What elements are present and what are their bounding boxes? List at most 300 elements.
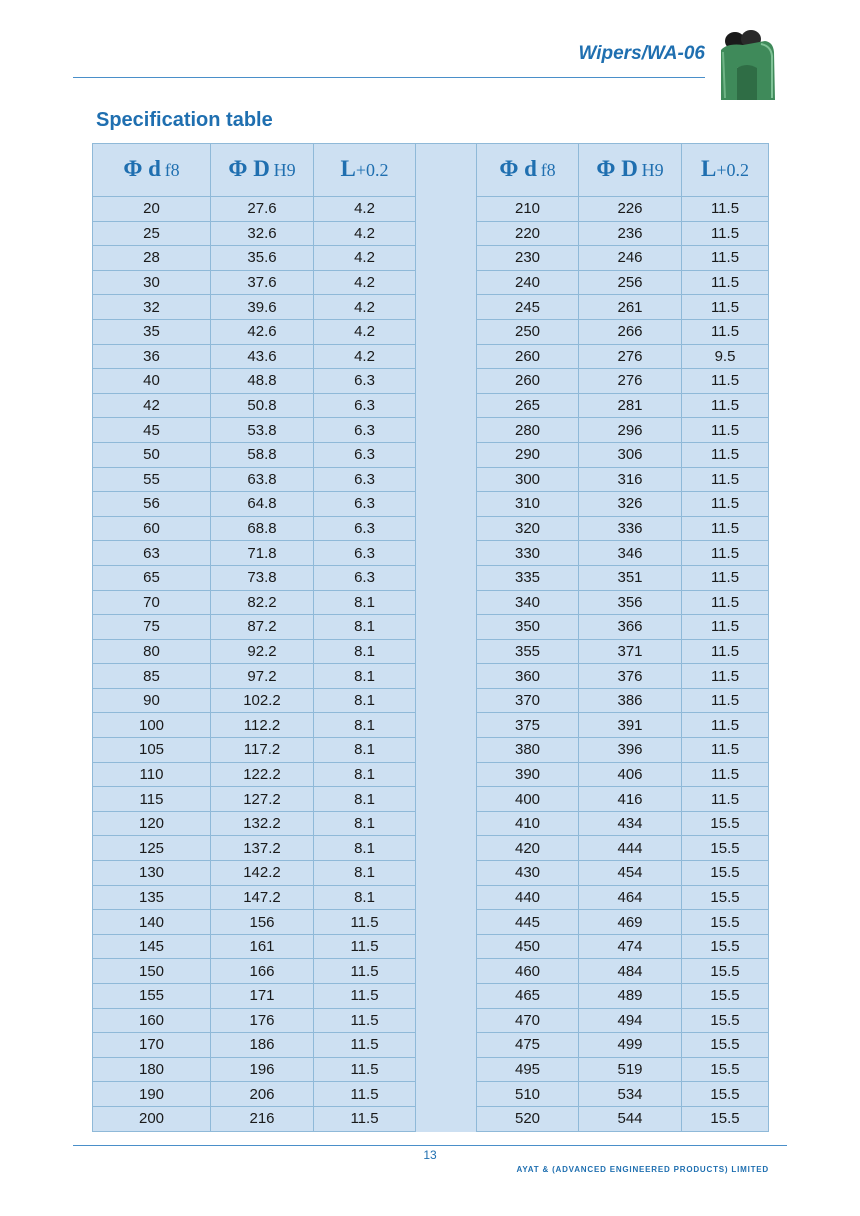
table-cell: 135 bbox=[93, 885, 211, 910]
column-gap bbox=[416, 344, 477, 369]
column-gap bbox=[416, 270, 477, 295]
table-cell: 256 bbox=[579, 270, 682, 295]
column-tolerance: +0.2 bbox=[716, 159, 749, 180]
table-cell: 360 bbox=[477, 664, 579, 689]
table-cell: 85 bbox=[93, 664, 211, 689]
table-row bbox=[93, 590, 769, 615]
table-cell: 42 bbox=[93, 393, 211, 418]
table-cell: 445 bbox=[477, 910, 579, 935]
table-cell: 11.5 bbox=[682, 442, 769, 467]
table-cell: 474 bbox=[579, 934, 682, 959]
table-cell: 11.5 bbox=[682, 418, 769, 443]
table-cell: 4.2 bbox=[314, 344, 416, 369]
table-cell: 11.5 bbox=[682, 713, 769, 738]
column-gap bbox=[416, 885, 477, 910]
table-cell: 6.3 bbox=[314, 369, 416, 394]
table-cell: 326 bbox=[579, 492, 682, 517]
table-cell: 8.1 bbox=[314, 861, 416, 886]
column-gap bbox=[416, 1057, 477, 1082]
table-cell: 380 bbox=[477, 738, 579, 763]
table-cell: 336 bbox=[579, 516, 682, 541]
table-cell: 11.5 bbox=[682, 369, 769, 394]
table-cell: 180 bbox=[93, 1057, 211, 1082]
table-cell: 15.5 bbox=[682, 934, 769, 959]
column-gap bbox=[416, 442, 477, 467]
table-cell: 440 bbox=[477, 885, 579, 910]
table-cell: 176 bbox=[211, 1008, 314, 1033]
table-row bbox=[93, 197, 769, 222]
column-gap bbox=[416, 713, 477, 738]
table-cell: 6.3 bbox=[314, 418, 416, 443]
table-cell: 356 bbox=[579, 590, 682, 615]
table-cell: 11.5 bbox=[314, 910, 416, 935]
table-cell: 161 bbox=[211, 934, 314, 959]
table-cell: 11.5 bbox=[314, 1106, 416, 1131]
table-cell: 11.5 bbox=[682, 787, 769, 812]
table-cell: 32 bbox=[93, 295, 211, 320]
table-cell: 80 bbox=[93, 639, 211, 664]
table-cell: 489 bbox=[579, 984, 682, 1009]
column-gap bbox=[416, 1008, 477, 1033]
table-cell: 15.5 bbox=[682, 885, 769, 910]
table-cell: 68.8 bbox=[211, 516, 314, 541]
table-cell: 520 bbox=[477, 1106, 579, 1131]
table-row bbox=[93, 787, 769, 812]
table-cell: 391 bbox=[579, 713, 682, 738]
table-cell: 8.1 bbox=[314, 713, 416, 738]
table-cell: 196 bbox=[211, 1057, 314, 1082]
table-row bbox=[93, 295, 769, 320]
table-cell: 495 bbox=[477, 1057, 579, 1082]
table-cell: 15.5 bbox=[682, 1082, 769, 1107]
table-row bbox=[93, 369, 769, 394]
specification-table bbox=[92, 143, 769, 1132]
table-cell: 9.5 bbox=[682, 344, 769, 369]
table-cell: 25 bbox=[93, 221, 211, 246]
table-cell: 75 bbox=[93, 615, 211, 640]
table-cell: 200 bbox=[93, 1106, 211, 1131]
table-cell: 250 bbox=[477, 319, 579, 344]
table-row bbox=[93, 738, 769, 763]
table-cell: 316 bbox=[579, 467, 682, 492]
table-cell: 220 bbox=[477, 221, 579, 246]
table-cell: 460 bbox=[477, 959, 579, 984]
table-cell: 102.2 bbox=[211, 688, 314, 713]
table-cell: 15.5 bbox=[682, 811, 769, 836]
column-gap bbox=[416, 934, 477, 959]
table-cell: 27.6 bbox=[211, 197, 314, 222]
table-cell: 210 bbox=[477, 197, 579, 222]
column-gap bbox=[416, 738, 477, 763]
table-cell: 6.3 bbox=[314, 442, 416, 467]
table-cell: 265 bbox=[477, 393, 579, 418]
table-row bbox=[93, 861, 769, 886]
table-cell: 97.2 bbox=[211, 664, 314, 689]
table-cell: 6.3 bbox=[314, 565, 416, 590]
column-symbol: Φ d bbox=[123, 155, 161, 181]
column-gap bbox=[416, 144, 477, 197]
table-cell: 260 bbox=[477, 344, 579, 369]
table-row bbox=[93, 344, 769, 369]
table-row bbox=[93, 664, 769, 689]
table-cell: 11.5 bbox=[682, 639, 769, 664]
table-cell: 276 bbox=[579, 369, 682, 394]
column-gap bbox=[416, 541, 477, 566]
column-gap bbox=[416, 516, 477, 541]
column-gap bbox=[416, 393, 477, 418]
table-cell: 171 bbox=[211, 984, 314, 1009]
table-cell: 11.5 bbox=[314, 1033, 416, 1058]
table-cell: 261 bbox=[579, 295, 682, 320]
column-header bbox=[682, 144, 769, 197]
table-cell: 11.5 bbox=[314, 934, 416, 959]
table-cell: 260 bbox=[477, 369, 579, 394]
table-cell: 15.5 bbox=[682, 1106, 769, 1131]
table-cell: 4.2 bbox=[314, 270, 416, 295]
table-row bbox=[93, 467, 769, 492]
table-cell: 11.5 bbox=[314, 959, 416, 984]
table-cell: 35 bbox=[93, 319, 211, 344]
table-cell: 444 bbox=[579, 836, 682, 861]
table-cell: 6.3 bbox=[314, 393, 416, 418]
table-cell: 37.6 bbox=[211, 270, 314, 295]
table-cell: 11.5 bbox=[682, 565, 769, 590]
table-row bbox=[93, 319, 769, 344]
table-cell: 420 bbox=[477, 836, 579, 861]
table-cell: 464 bbox=[579, 885, 682, 910]
table-cell: 11.5 bbox=[682, 688, 769, 713]
page-number: 13 bbox=[423, 1148, 437, 1162]
table-cell: 120 bbox=[93, 811, 211, 836]
table-cell: 470 bbox=[477, 1008, 579, 1033]
company-name: AYAT & (ADVANCED ENGINEERED PRODUCTS) LIMITED bbox=[516, 1165, 769, 1174]
table-cell: 55 bbox=[93, 467, 211, 492]
table-cell: 71.8 bbox=[211, 541, 314, 566]
table-row bbox=[93, 516, 769, 541]
table-cell: 296 bbox=[579, 418, 682, 443]
table-cell: 92.2 bbox=[211, 639, 314, 664]
table-cell: 8.1 bbox=[314, 639, 416, 664]
table-cell: 156 bbox=[211, 910, 314, 935]
table-cell: 60 bbox=[93, 516, 211, 541]
column-symbol: L bbox=[340, 155, 356, 181]
table-cell: 63 bbox=[93, 541, 211, 566]
table-cell: 127.2 bbox=[211, 787, 314, 812]
table-cell: 6.3 bbox=[314, 541, 416, 566]
table-cell: 100 bbox=[93, 713, 211, 738]
table-cell: 450 bbox=[477, 934, 579, 959]
table-cell: 11.5 bbox=[682, 516, 769, 541]
column-header bbox=[93, 144, 211, 197]
table-cell: 11.5 bbox=[682, 197, 769, 222]
table-cell: 132.2 bbox=[211, 811, 314, 836]
table-cell: 8.1 bbox=[314, 762, 416, 787]
table-cell: 11.5 bbox=[682, 221, 769, 246]
table-cell: 406 bbox=[579, 762, 682, 787]
table-cell: 11.5 bbox=[682, 738, 769, 763]
column-header bbox=[314, 144, 416, 197]
table-cell: 4.2 bbox=[314, 246, 416, 271]
table-cell: 475 bbox=[477, 1033, 579, 1058]
column-gap bbox=[416, 246, 477, 271]
column-gap bbox=[416, 467, 477, 492]
table-cell: 186 bbox=[211, 1033, 314, 1058]
table-cell: 216 bbox=[211, 1106, 314, 1131]
table-cell: 15.5 bbox=[682, 984, 769, 1009]
column-gap bbox=[416, 221, 477, 246]
column-gap bbox=[416, 861, 477, 886]
column-gap bbox=[416, 1082, 477, 1107]
table-cell: 11.5 bbox=[682, 664, 769, 689]
table-cell: 137.2 bbox=[211, 836, 314, 861]
table-cell: 30 bbox=[93, 270, 211, 295]
table-cell: 8.1 bbox=[314, 836, 416, 861]
table-cell: 11.5 bbox=[682, 270, 769, 295]
table-cell: 110 bbox=[93, 762, 211, 787]
table-cell: 73.8 bbox=[211, 565, 314, 590]
table-cell: 28 bbox=[93, 246, 211, 271]
table-cell: 11.5 bbox=[682, 762, 769, 787]
column-gap bbox=[416, 369, 477, 394]
table-cell: 240 bbox=[477, 270, 579, 295]
table-cell: 245 bbox=[477, 295, 579, 320]
table-cell: 469 bbox=[579, 910, 682, 935]
table-row bbox=[93, 713, 769, 738]
table-cell: 87.2 bbox=[211, 615, 314, 640]
table-cell: 351 bbox=[579, 565, 682, 590]
table-row bbox=[93, 1008, 769, 1033]
table-row bbox=[93, 246, 769, 271]
table-cell: 226 bbox=[579, 197, 682, 222]
table-row bbox=[93, 762, 769, 787]
table-cell: 355 bbox=[477, 639, 579, 664]
table-cell: 281 bbox=[579, 393, 682, 418]
column-symbol: L bbox=[701, 155, 717, 181]
table-cell: 290 bbox=[477, 442, 579, 467]
column-symbol: Φ D bbox=[228, 155, 270, 181]
table-cell: 58.8 bbox=[211, 442, 314, 467]
table-cell: 534 bbox=[579, 1082, 682, 1107]
table-cell: 53.8 bbox=[211, 418, 314, 443]
table-cell: 11.5 bbox=[682, 393, 769, 418]
table-cell: 160 bbox=[93, 1008, 211, 1033]
column-header bbox=[477, 144, 579, 197]
column-gap bbox=[416, 688, 477, 713]
table-cell: 4.2 bbox=[314, 319, 416, 344]
column-gap bbox=[416, 762, 477, 787]
table-row bbox=[93, 541, 769, 566]
table-cell: 346 bbox=[579, 541, 682, 566]
table-cell: 4.2 bbox=[314, 295, 416, 320]
table-cell: 190 bbox=[93, 1082, 211, 1107]
table-cell: 64.8 bbox=[211, 492, 314, 517]
table-cell: 494 bbox=[579, 1008, 682, 1033]
column-header bbox=[579, 144, 682, 197]
table-cell: 82.2 bbox=[211, 590, 314, 615]
table-cell: 4.2 bbox=[314, 221, 416, 246]
table-cell: 6.3 bbox=[314, 516, 416, 541]
header-title: Wipers/WA-06 bbox=[578, 43, 705, 64]
table-cell: 11.5 bbox=[682, 492, 769, 517]
table-cell: 11.5 bbox=[682, 541, 769, 566]
table-cell: 8.1 bbox=[314, 688, 416, 713]
table-cell: 15.5 bbox=[682, 1008, 769, 1033]
table-row bbox=[93, 270, 769, 295]
table-cell: 11.5 bbox=[314, 1057, 416, 1082]
table-cell: 20 bbox=[93, 197, 211, 222]
table-cell: 335 bbox=[477, 565, 579, 590]
column-gap bbox=[416, 197, 477, 222]
table-cell: 236 bbox=[579, 221, 682, 246]
table-cell: 330 bbox=[477, 541, 579, 566]
table-cell: 42.6 bbox=[211, 319, 314, 344]
table-cell: 36 bbox=[93, 344, 211, 369]
column-symbol: Φ D bbox=[596, 155, 638, 181]
column-tolerance: H9 bbox=[273, 159, 296, 180]
table-cell: 366 bbox=[579, 615, 682, 640]
table-row bbox=[93, 639, 769, 664]
footer-divider bbox=[73, 1145, 787, 1146]
table-cell: 434 bbox=[579, 811, 682, 836]
table-cell: 8.1 bbox=[314, 615, 416, 640]
table-cell: 145 bbox=[93, 934, 211, 959]
table-cell: 370 bbox=[477, 688, 579, 713]
table-row bbox=[93, 1106, 769, 1131]
table-cell: 8.1 bbox=[314, 590, 416, 615]
table-cell: 56 bbox=[93, 492, 211, 517]
table-cell: 454 bbox=[579, 861, 682, 886]
column-gap bbox=[416, 787, 477, 812]
table-cell: 510 bbox=[477, 1082, 579, 1107]
table-row bbox=[93, 1082, 769, 1107]
table-cell: 430 bbox=[477, 861, 579, 886]
table-cell: 170 bbox=[93, 1033, 211, 1058]
table-cell: 166 bbox=[211, 959, 314, 984]
column-gap bbox=[416, 811, 477, 836]
column-gap bbox=[416, 1106, 477, 1131]
table-cell: 117.2 bbox=[211, 738, 314, 763]
table-cell: 416 bbox=[579, 787, 682, 812]
table-cell: 122.2 bbox=[211, 762, 314, 787]
column-gap bbox=[416, 836, 477, 861]
table-cell: 11.5 bbox=[314, 1008, 416, 1033]
column-tolerance: +0.2 bbox=[355, 159, 389, 180]
table-cell: 40 bbox=[93, 369, 211, 394]
table-cell: 142.2 bbox=[211, 861, 314, 886]
column-gap bbox=[416, 1033, 477, 1058]
table-cell: 150 bbox=[93, 959, 211, 984]
table-cell: 4.2 bbox=[314, 197, 416, 222]
table-cell: 11.5 bbox=[682, 615, 769, 640]
column-gap bbox=[416, 984, 477, 1009]
table-cell: 15.5 bbox=[682, 836, 769, 861]
table-cell: 15.5 bbox=[682, 910, 769, 935]
table-cell: 11.5 bbox=[682, 246, 769, 271]
table-cell: 400 bbox=[477, 787, 579, 812]
column-gap bbox=[416, 418, 477, 443]
table-cell: 140 bbox=[93, 910, 211, 935]
table-row bbox=[93, 615, 769, 640]
table-cell: 544 bbox=[579, 1106, 682, 1131]
table-cell: 11.5 bbox=[314, 1082, 416, 1107]
table-cell: 8.1 bbox=[314, 811, 416, 836]
column-gap bbox=[416, 295, 477, 320]
table-row bbox=[93, 885, 769, 910]
table-cell: 8.1 bbox=[314, 885, 416, 910]
table-row bbox=[93, 1057, 769, 1082]
table-cell: 410 bbox=[477, 811, 579, 836]
column-tolerance: f8 bbox=[540, 159, 556, 180]
table-cell: 11.5 bbox=[682, 319, 769, 344]
table-cell: 266 bbox=[579, 319, 682, 344]
column-gap bbox=[416, 664, 477, 689]
table-cell: 105 bbox=[93, 738, 211, 763]
table-cell: 499 bbox=[579, 1033, 682, 1058]
table-cell: 280 bbox=[477, 418, 579, 443]
table-row bbox=[93, 418, 769, 443]
table-row bbox=[93, 442, 769, 467]
table-cell: 320 bbox=[477, 516, 579, 541]
table-cell: 8.1 bbox=[314, 738, 416, 763]
column-gap bbox=[416, 639, 477, 664]
table-cell: 11.5 bbox=[682, 590, 769, 615]
table-cell: 35.6 bbox=[211, 246, 314, 271]
table-cell: 15.5 bbox=[682, 861, 769, 886]
table-cell: 70 bbox=[93, 590, 211, 615]
column-gap bbox=[416, 565, 477, 590]
header-divider bbox=[73, 77, 705, 78]
table-cell: 65 bbox=[93, 565, 211, 590]
table-cell: 6.3 bbox=[314, 492, 416, 517]
column-header bbox=[211, 144, 314, 197]
table-cell: 48.8 bbox=[211, 369, 314, 394]
table-row bbox=[93, 836, 769, 861]
table-row bbox=[93, 492, 769, 517]
table-row bbox=[93, 959, 769, 984]
table-cell: 6.3 bbox=[314, 467, 416, 492]
table-cell: 90 bbox=[93, 688, 211, 713]
table-cell: 340 bbox=[477, 590, 579, 615]
table-cell: 63.8 bbox=[211, 467, 314, 492]
table-row bbox=[93, 910, 769, 935]
table-cell: 32.6 bbox=[211, 221, 314, 246]
table-cell: 11.5 bbox=[682, 467, 769, 492]
table-cell: 15.5 bbox=[682, 959, 769, 984]
table-cell: 147.2 bbox=[211, 885, 314, 910]
table-cell: 15.5 bbox=[682, 1033, 769, 1058]
column-tolerance: H9 bbox=[641, 159, 664, 180]
table-cell: 396 bbox=[579, 738, 682, 763]
table-cell: 50 bbox=[93, 442, 211, 467]
table-cell: 8.1 bbox=[314, 787, 416, 812]
table-cell: 112.2 bbox=[211, 713, 314, 738]
column-gap bbox=[416, 910, 477, 935]
table-cell: 386 bbox=[579, 688, 682, 713]
section-title: Specification table bbox=[96, 109, 273, 131]
table-cell: 300 bbox=[477, 467, 579, 492]
table-cell: 115 bbox=[93, 787, 211, 812]
table-cell: 39.6 bbox=[211, 295, 314, 320]
table-cell: 371 bbox=[579, 639, 682, 664]
table-cell: 246 bbox=[579, 246, 682, 271]
table-cell: 45 bbox=[93, 418, 211, 443]
table-cell: 15.5 bbox=[682, 1057, 769, 1082]
table-cell: 350 bbox=[477, 615, 579, 640]
column-gap bbox=[416, 492, 477, 517]
table-row bbox=[93, 1033, 769, 1058]
table-cell: 484 bbox=[579, 959, 682, 984]
table-cell: 230 bbox=[477, 246, 579, 271]
